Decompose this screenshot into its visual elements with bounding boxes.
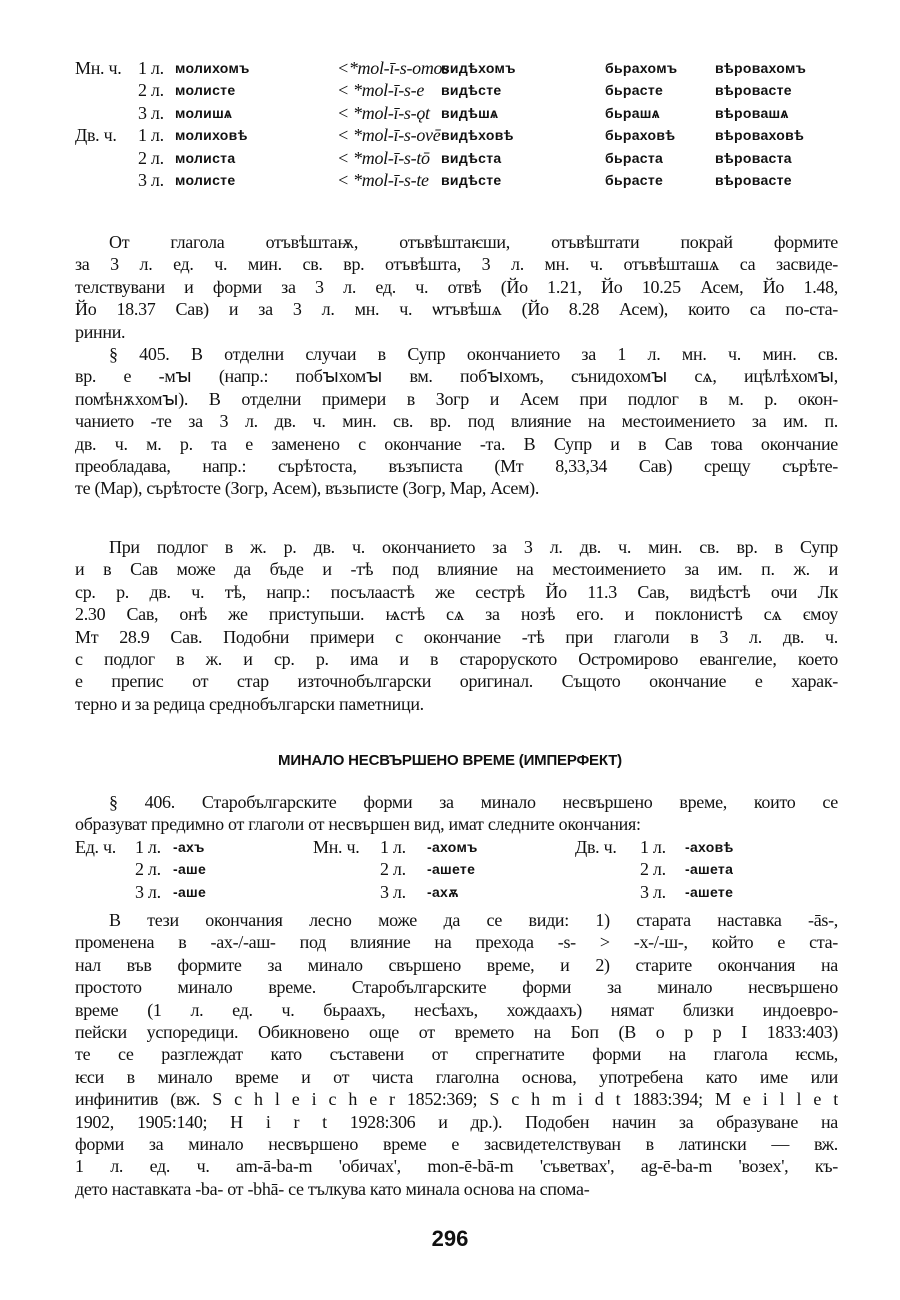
- text-line: инфинитив (вж. S c h l e i c h e r 1852:369; S c h m i d t 1883:394; M e i l l e t: [75, 1089, 838, 1110]
- form-videti: видѣсте: [441, 171, 502, 188]
- ending: -ашета: [685, 861, 734, 878]
- text-line: терно и за редица среднобългарски паметници.: [75, 693, 424, 714]
- form-moliti: молишѧ: [175, 104, 233, 121]
- form-moliti: молиховѣ: [175, 127, 248, 144]
- text-line: § 406. Старобългарските форми за минало несвършено време, които се: [109, 792, 838, 812]
- conjugation-table-aorist: [75, 57, 838, 191]
- text-line: дето наставката -ba- от -bhā- се тълкува като минала основа на спома-: [75, 1178, 590, 1199]
- reconstruction: < *mol-ī-s-te: [337, 169, 429, 190]
- form-verovati: вѣровасте: [715, 82, 792, 99]
- form-verovati: вѣровашѧ: [715, 104, 789, 121]
- form-videti: видѣста: [441, 149, 502, 166]
- paragraph-405: [75, 343, 838, 500]
- person-label: 1 л.: [380, 837, 406, 857]
- table-row: [75, 124, 838, 146]
- text-line: и в Сав може да бъде и -тѣ под влияние на местоимението за им. п. ж. и: [75, 559, 838, 580]
- table-row: [75, 57, 838, 79]
- person-label: 2 л.: [138, 80, 164, 101]
- person-label: 2 л.: [380, 859, 406, 880]
- table-row: [75, 169, 838, 191]
- person-label: 3 л.: [138, 169, 164, 190]
- form-verovati: вѣровасте: [715, 171, 792, 188]
- text-line: време (1 л. ед. ч. бьраахъ, несѣахъ, хождаахъ) нямат близки индоевро-: [75, 999, 838, 1020]
- person-label: 3 л.: [135, 881, 161, 902]
- person-label: 2 л.: [135, 859, 161, 880]
- text-line: те (Мар), сърѣтосте (Зогр, Асем), възьписте (Зогр, Мар, Асем).: [75, 478, 540, 499]
- person-label: 2 л.: [138, 147, 164, 168]
- form-videti: видѣсте: [441, 82, 502, 99]
- text-line: От глагола отъвѣштаѭ, отъвѣштаѥши, отъвѣштати покрай формите: [109, 232, 838, 252]
- text-line: ѥси в минало време и от чиста глаголна основа, употребена като име или: [75, 1066, 838, 1087]
- text-line: преобладава, напр.: сърѣтоста, възъписта (Мт 8,33,34 Сав) срещу сърѣте-: [75, 455, 838, 476]
- form-bbrati: бьрашѧ: [605, 104, 660, 121]
- text-line: те се разглеждат като съставени от спрегнатите форми на глагола ѥсмь,: [75, 1044, 838, 1065]
- page-number: 296: [431, 1226, 469, 1251]
- table-row: [75, 79, 838, 101]
- form-bbrati: бьраста: [605, 149, 664, 166]
- ending: -аше: [173, 861, 207, 878]
- text-line: вр. е -мꙑ (напр.: побꙑхомꙑ вм. побꙑхомъ, сънидохомꙑ сѧ, ицѣлѣхомꙑ,: [75, 366, 838, 387]
- text-line: ринни.: [75, 321, 126, 342]
- text-line: Мт 28.9 Сав. Подобни примери с окончание -тѣ при глаголи в 3 л. дв. ч.: [75, 626, 838, 647]
- text-line: дв. ч. м. р. та е заменено с окончание -та. В Супр и в Сав това окончание: [75, 433, 838, 454]
- reconstruction: < *mol-ī-s-ǫt: [337, 102, 430, 123]
- person-label: 3 л.: [380, 881, 406, 902]
- paragraph-otveshtati: [75, 231, 838, 343]
- text-line: телствувани и форми за 3 л. ед. ч. отвѣ (Йо 1.21, Йо 10.25 Асем, Йо 1.48,: [75, 276, 838, 297]
- form-verovati: вѣровахомъ: [715, 60, 807, 76]
- text-line: § 405. В отделни случаи в Супр окончанието за 1 л. мн. ч. мин. св.: [109, 344, 838, 364]
- form-videti: видѣховѣ: [441, 127, 514, 144]
- text-line: помѣнѫхомꙑ). В отделни примери в Зогр и Асем при подлог в м. р. окон-: [75, 388, 838, 409]
- reconstruction: < *mol-ī-s-ovē: [337, 125, 441, 146]
- number-label: Ед. ч.: [75, 837, 116, 857]
- ending: -ахъ: [173, 839, 205, 855]
- table-row: [75, 836, 838, 858]
- reconstruction: < *mol-ī-s-e: [337, 80, 425, 101]
- form-bbrati: бьраховѣ: [605, 127, 676, 144]
- text-line: е препис от стар източнобългарски оригинал. Същото окончание е харак-: [75, 671, 838, 692]
- person-label: 1 л.: [640, 837, 666, 857]
- form-moliti: молиста: [175, 149, 236, 166]
- person-label: 1 л.: [138, 125, 164, 146]
- number-label: Дв. ч.: [75, 125, 117, 146]
- table-row: [75, 881, 838, 903]
- reconstruction: < *mol-ī-s-tō: [337, 147, 430, 168]
- text-line: простото минало време. Старобългарските форми за минало несвършено: [75, 977, 838, 998]
- person-label: 2 л.: [640, 859, 666, 880]
- paragraph-feminine-dual: [75, 536, 838, 715]
- form-bbrati: бьрахомъ: [605, 60, 678, 76]
- person-label: 1 л.: [138, 58, 164, 78]
- text-line: променена в -ах-/-аш- под влияние на прехода -s- > -х-/-ш-, който е ста-: [75, 932, 838, 953]
- form-videti: видѣхомъ: [441, 60, 516, 76]
- ending: -ашете: [427, 861, 476, 878]
- form-verovati: вѣроваста: [715, 149, 792, 166]
- form-bbrati: бьрасте: [605, 171, 664, 188]
- number-label: Мн. ч.: [313, 837, 360, 857]
- imperfect-endings-table: [75, 836, 838, 903]
- table-row: [75, 858, 838, 880]
- text-line: за 3 л. ед. ч. мин. св. вр. отъвѣшта, 3 л. мн. ч. отъвѣшташѧ са засвиде-: [75, 254, 838, 275]
- form-verovati: вѣроваховѣ: [715, 127, 805, 144]
- form-videti: видѣшѧ: [441, 104, 499, 121]
- ending: -аховѣ: [685, 839, 734, 855]
- ending: -аше: [173, 883, 207, 900]
- table-row: [75, 147, 838, 169]
- text-line: 1 л. ед. ч. am-ā-ba-m 'обичах', mon-ē-bā-m 'съветвах', ag-ē-ba-m 'возех', къ-: [75, 1156, 838, 1177]
- person-label: 1 л.: [135, 837, 161, 857]
- text-line: ср. р. дв. ч. тѣ, напр.: посълаастѣ же сестрѣ Йо 11.3 Сав, видѣстѣ очи Лк: [75, 581, 838, 602]
- text-line: 2.30 Сав, онѣ же приступьши. ѩстѣ сѧ за нозѣ его. и поклонистѣ сѧ ємоу: [75, 604, 838, 625]
- form-bbrati: бьрасте: [605, 82, 664, 99]
- text-line: с подлог в ж. и ср. р. има и в староруското Остромирово евангелие, което: [75, 648, 838, 669]
- ending: -ахѫ: [427, 883, 459, 900]
- text-line: Йо 18.37 Сав) и за 3 л. мн. ч. ѡтъвѣшѧ (Йо 8.28 Асем), които са по-ста-: [75, 299, 838, 320]
- text-line: При подлог в ж. р. дв. ч. окончанието за 3 л. дв. ч. мин. св. вр. в Супр: [109, 537, 838, 557]
- paragraph-406: [75, 791, 838, 836]
- text-line: нал във формите за минало свършено време, и 2) старите окончания на: [75, 954, 838, 975]
- reconstruction: <*mol-ī-s-omos: [337, 58, 449, 78]
- form-moliti: молисте: [175, 171, 236, 188]
- text-line: 1902, 1905:140; H i r t 1928:306 и др.). Подобен начин за образуване на: [75, 1111, 838, 1132]
- ending: -ашете: [685, 883, 734, 900]
- form-moliti: молисте: [175, 82, 236, 99]
- number-label: Мн. ч.: [75, 58, 122, 78]
- paragraph-imperfect-origin: [75, 909, 838, 1200]
- person-label: 3 л.: [138, 102, 164, 123]
- text-line: чанието -те за 3 л. дв. ч. мин. св. вр. под влияние на местоимението за им. п.: [75, 411, 838, 432]
- text-line: В тези окончания лесно може да се види: 1) старата наставка -ās-,: [109, 910, 838, 930]
- table-row: [75, 102, 838, 124]
- ending: -ахомъ: [427, 839, 478, 855]
- text-line: образуват предимно от глаголи от несвършен вид, имат следните окончания:: [75, 814, 641, 835]
- text-line: пейски успоредици. Обикновено още от времето на Боп (B o p p I 1833:403): [75, 1021, 838, 1042]
- section-heading: МИНАЛО НЕСВЪРШЕНО ВРЕМЕ (ИМПЕРФЕКТ): [278, 752, 622, 769]
- form-moliti: молихомъ: [175, 60, 250, 76]
- person-label: 3 л.: [640, 881, 666, 902]
- text-line: форми за минало несвършено време е засвидетелствуван в латински — вж.: [75, 1133, 838, 1154]
- number-label: Дв. ч.: [575, 837, 617, 857]
